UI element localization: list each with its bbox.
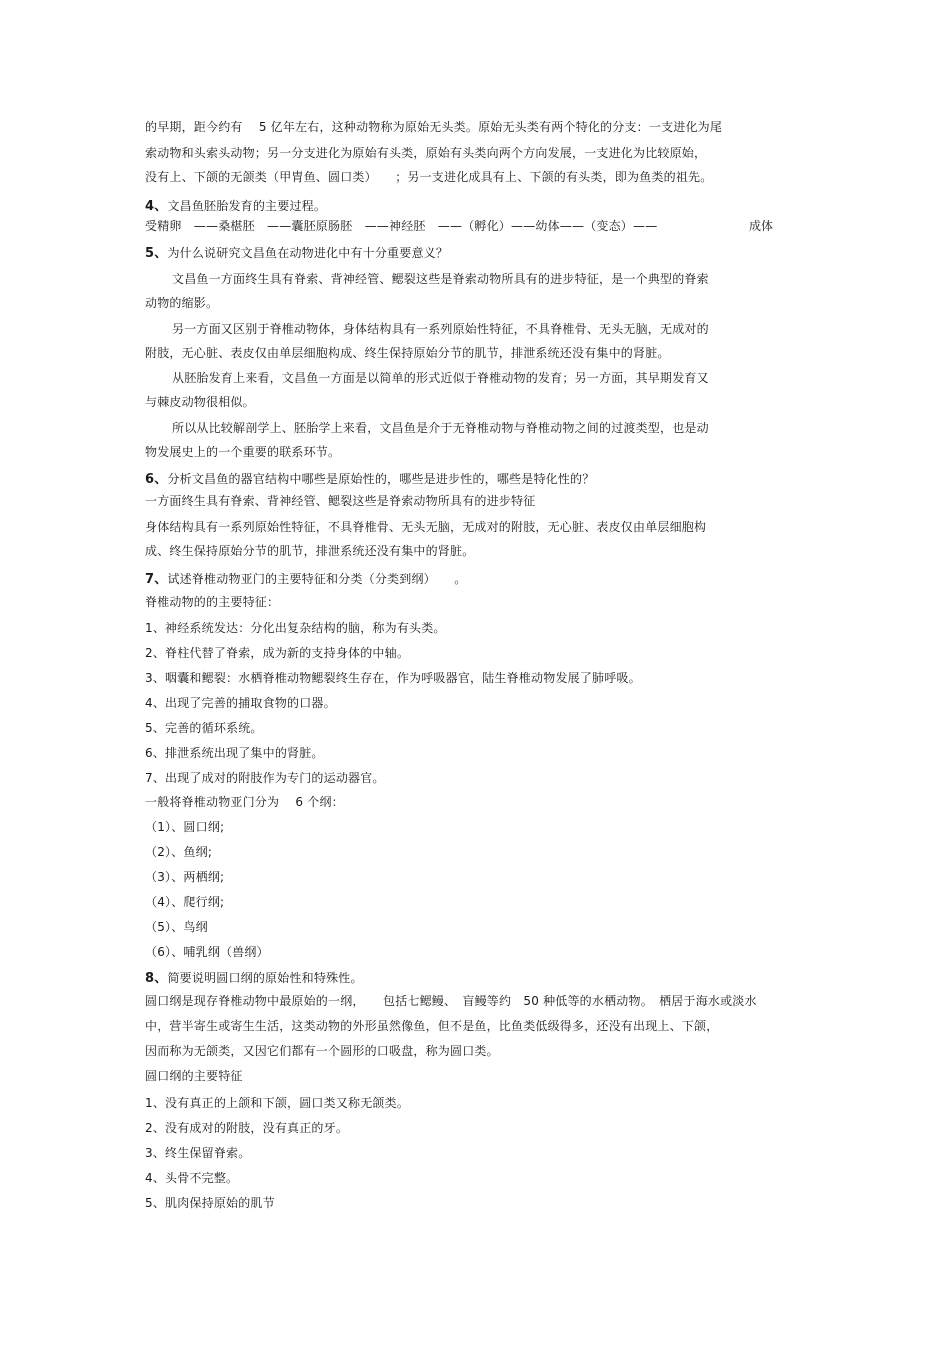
list-item: 4、出现了完善的捕取食物的口器。	[145, 696, 336, 710]
list-item: 2、没有成对的附肢，没有真正的牙。	[145, 1121, 349, 1135]
question-4-process: 受精卵 ——桑椹胚 ——囊胚原肠胚 ——神经胚 ——（孵化）——幼体——（变态）——	[145, 219, 658, 233]
list-item: （1）、圆口纲;	[145, 820, 225, 834]
list-item: 3、咽囊和鳃裂：水栖脊椎动物鳃裂终生存在，作为呼吸器官，陆生脊椎动物发展了肺呼吸。	[145, 671, 641, 685]
question-8-heading	[145, 970, 363, 987]
list-item: 5、完善的循环系统。	[145, 721, 263, 735]
intro-line-2: 索动物和头索头动物；另一分支进化为原始有头类，原始有头类向两个方向发展，一支进化为比较原始，	[145, 146, 707, 160]
q7-class-intro: 一般将脊椎动物亚门分为 6 个纲：	[145, 795, 344, 809]
intro-line-3: 没有上、下颌的无颌类（甲胄鱼、圆口类） ；另一支进化成具有上、下颌的有头类，即为鱼类的祖先。	[145, 170, 713, 184]
list-item: （3）、两栖纲;	[145, 870, 225, 884]
list-item: （2）、鱼纲;	[145, 845, 213, 859]
q7-features-intro: 脊椎动物的的主要特征：	[145, 595, 280, 609]
question-4-number: 4、	[145, 199, 168, 214]
question-6-heading	[145, 471, 594, 488]
q8-features-title: 圆口纲的主要特征	[145, 1069, 243, 1083]
q6-answer-line-3: 成、终生保持原始分节的肌节，排泄系统还没有集中的肾脏。	[145, 544, 475, 558]
question-8-number: 8、	[145, 971, 168, 986]
q5-paragraph-2-line-1: 另一方面又区别于脊椎动物体，身体结构具有一系列原始性特征，不具脊椎骨、无头无脑，无成对的	[172, 322, 709, 336]
question-4-heading	[145, 198, 326, 215]
list-item: （6）、哺乳纲（兽纲）	[145, 945, 269, 959]
q5-paragraph-1-line-2: 动物的缩影。	[145, 296, 219, 310]
q8-paragraph-line-2: 中，营半寄生或寄生生活，这类动物的外形虽然像鱼，但不是鱼，比鱼类低级得多，还没有出现上、下颌，	[145, 1019, 719, 1033]
question-6-title: 分析文昌鱼的器官结构中哪些是原始性的，哪些是进步性的，哪些是特化性的？	[167, 472, 595, 486]
question-8-title: 简要说明圆口纲的原始性和特殊性。	[167, 971, 363, 985]
intro-line-1: 的早期，距今约有 5 亿年左右，这种动物称为原始无头类。原始无头类有两个特化的分支：一支进化为尾	[145, 120, 723, 134]
q5-paragraph-1-line-1: 文昌鱼一方面终生具有脊索、背神经管、鳃裂这些是脊索动物所具有的进步特征，是一个典型的脊索	[172, 272, 709, 286]
q8-paragraph-line-1: 圆口纲是现存脊椎动物中最原始的一纲， 包括七鳃鳗、 盲鳗等约 50 种低等的水栖动物。 栖居于海水或淡水	[145, 994, 757, 1008]
question-5-heading	[145, 245, 448, 262]
question-5-title: 为什么说研究文昌鱼在动物进化中有十分重要意义？	[167, 246, 449, 260]
list-item: 4、头骨不完整。	[145, 1171, 239, 1185]
q5-paragraph-4-line-1: 所以从比较解剖学上、胚胎学上来看，文昌鱼是介于无脊椎动物与脊椎动物之间的过渡类型，也是动	[172, 421, 709, 435]
q5-paragraph-4-line-2: 物发展史上的一个重要的联系环节。	[145, 445, 341, 459]
list-item: 1、神经系统发达：分化出复杂结构的脑，称为有头类。	[145, 621, 446, 635]
list-item: 3、终生保留脊索。	[145, 1146, 251, 1160]
list-item: （5）、鸟纲	[145, 920, 208, 934]
q5-paragraph-3-line-2: 与棘皮动物很相似。	[145, 395, 255, 409]
question-6-number: 6、	[145, 472, 168, 487]
q5-paragraph-3-line-1: 从胚胎发育上来看，文昌鱼一方面是以简单的形式近似于脊椎动物的发育；另一方面，其早期发育又	[172, 371, 709, 385]
q5-paragraph-2-line-2: 附肢，无心脏、表皮仅由单层细胞构成、终生保持原始分节的肌节，排泄系统还没有集中的肾脏。	[145, 346, 670, 360]
question-4-process-end: 成体	[749, 219, 774, 233]
list-item: 2、脊柱代替了脊索，成为新的支持身体的中轴。	[145, 646, 410, 660]
q8-paragraph-line-3: 因而称为无颌类，又因它们都有一个圆形的口吸盘，称为圆口类。	[145, 1044, 499, 1058]
list-item: 6、排泄系统出现了集中的肾脏。	[145, 746, 324, 760]
list-item: 1、没有真正的上颌和下颌，圆口类又称无颌类。	[145, 1096, 410, 1110]
question-5-number: 5、	[145, 246, 168, 261]
q6-answer-line-1: 一方面终生具有脊索、背神经管、鳃裂这些是脊索动物所具有的进步特征	[145, 494, 536, 508]
question-4-title: 文昌鱼胚胎发育的主要过程。	[167, 199, 327, 213]
question-7-number: 7、	[145, 572, 168, 587]
q6-answer-line-2: 身体结构具有一系列原始性特征，不具脊椎骨、无头无脑，无成对的附肢，无心脏、表皮仅由单层细胞构	[145, 520, 707, 534]
list-item: 5、肌肉保持原始的肌节	[145, 1196, 275, 1210]
question-7-heading	[145, 571, 466, 588]
list-item: 7、出现了成对的附肢作为专门的运动器官。	[145, 771, 385, 785]
question-7-title: 试述脊椎动物亚门的主要特征和分类（分类到纲） 。	[167, 572, 467, 586]
list-item: （4）、爬行纲;	[145, 895, 225, 909]
